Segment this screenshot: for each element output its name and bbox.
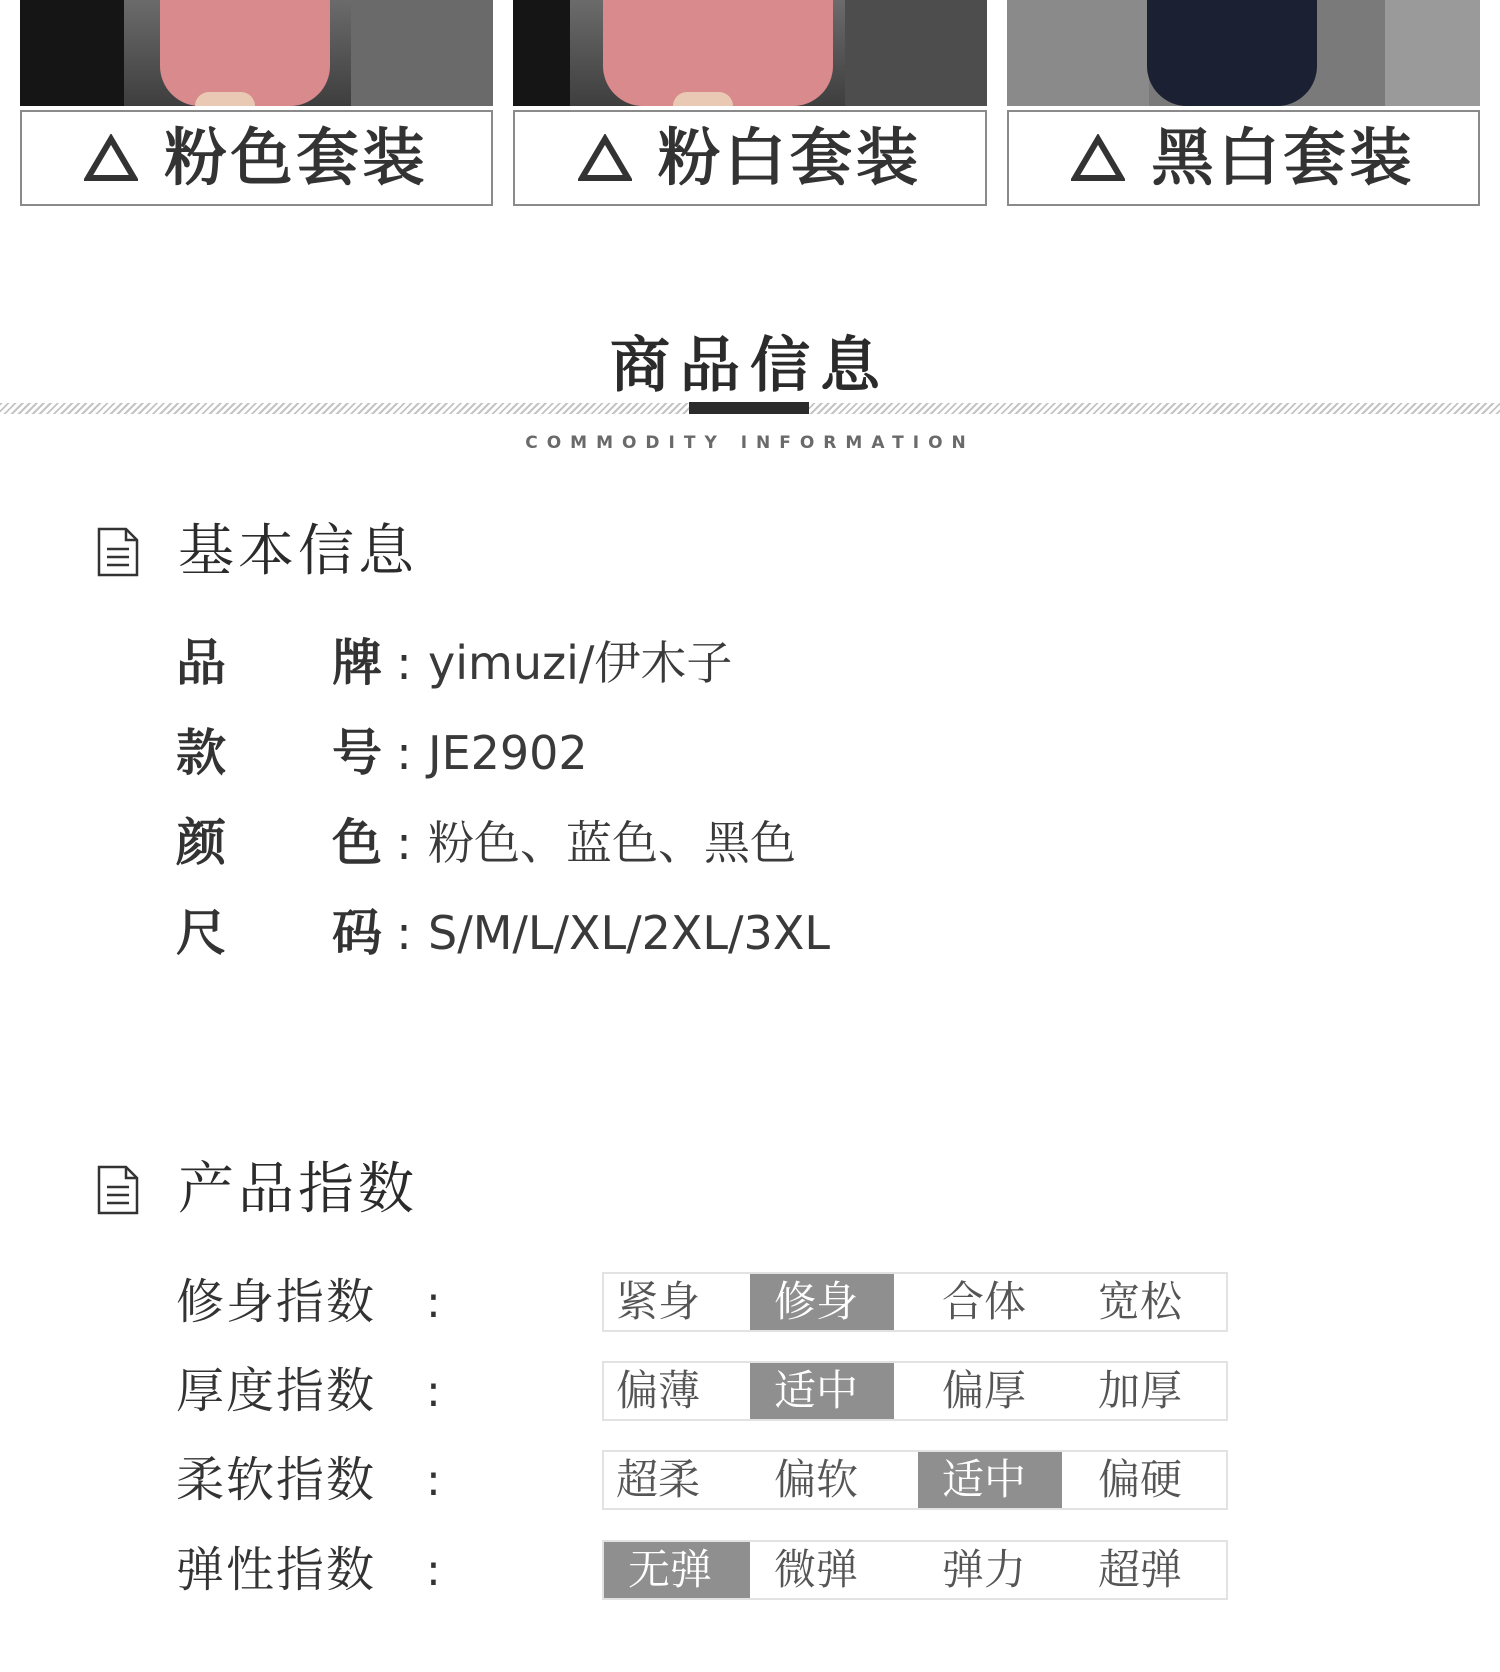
info-key-char: 款: [176, 724, 226, 782]
variant-label-text: 黑白套装: [1151, 121, 1416, 194]
info-row-colors: [176, 808, 796, 878]
index-option: 超柔: [616, 1455, 701, 1504]
index-label: 厚度指数: [176, 1363, 377, 1419]
info-value-brand: yimuzi/伊木子: [428, 636, 733, 690]
info-colon: :: [396, 816, 412, 870]
variant-label-text: 粉白套装: [657, 121, 922, 194]
title-underline-bar: [689, 402, 809, 414]
index-option: 适中: [774, 1366, 859, 1415]
index-option: 合体: [942, 1277, 1027, 1326]
info-value-sizes: S/M/L/XL/2XL/3XL: [428, 906, 830, 960]
index-option: 修身: [774, 1277, 859, 1326]
index-scale: [602, 1361, 1228, 1421]
info-key-char: 品: [176, 634, 226, 692]
index-colon: :: [426, 1544, 441, 1596]
index-colon: :: [426, 1276, 441, 1328]
index-scale: [602, 1450, 1228, 1510]
triangle-icon: [578, 134, 632, 182]
variant-label-black-white[interactable]: [1007, 110, 1480, 206]
info-key-char: 尺: [176, 904, 226, 962]
info-key-char: 色: [332, 814, 382, 872]
index-option: 紧身: [616, 1277, 701, 1326]
index-option: 无弹: [628, 1545, 713, 1594]
info-colon: :: [396, 726, 412, 780]
info-key-char: 码: [332, 904, 382, 962]
variant-photo-pink-white: [513, 0, 987, 106]
triangle-icon: [84, 134, 138, 182]
info-key-char: 牌: [332, 634, 382, 692]
info-value-style-number: JE2902: [428, 726, 588, 780]
section-subtitle: COMMODITY INFORMATION: [525, 433, 975, 453]
index-option: 偏软: [774, 1455, 859, 1504]
document-icon: [96, 1164, 140, 1216]
variant-photo-pink: [20, 0, 493, 106]
index-row-fit: [176, 1272, 1183, 1332]
index-colon: :: [426, 1365, 441, 1417]
info-value-colors: 粉色、蓝色、黑色: [428, 816, 796, 870]
info-colon: :: [396, 636, 412, 690]
variant-label-pink-white[interactable]: [513, 110, 987, 206]
index-option: 适中: [942, 1455, 1027, 1504]
index-option: 偏薄: [616, 1366, 701, 1415]
index-label: 弹性指数: [176, 1542, 377, 1598]
basic-info-heading: [96, 519, 418, 584]
variant-photo-strip: [0, 0, 1500, 210]
info-row-sizes: [176, 898, 830, 968]
info-colon: :: [396, 906, 412, 960]
index-scale: [602, 1272, 1228, 1332]
index-label: 柔软指数: [176, 1452, 377, 1508]
index-option: 超弹: [1098, 1545, 1183, 1594]
document-icon: [96, 526, 140, 578]
index-row-elasticity: [176, 1540, 1183, 1600]
index-option: 宽松: [1098, 1277, 1183, 1326]
index-row-softness: [176, 1450, 1183, 1510]
index-option: 微弹: [774, 1545, 859, 1594]
index-option: 加厚: [1098, 1366, 1183, 1415]
index-row-thickness: [176, 1361, 1183, 1421]
index-colon: :: [426, 1454, 441, 1506]
variant-photo-black-white: [1007, 0, 1480, 106]
variant-label-text: 粉色套装: [164, 121, 429, 194]
variant-label-pink[interactable]: [20, 110, 493, 206]
index-scale: [602, 1540, 1228, 1600]
info-key-char: 号: [332, 724, 382, 782]
section-title: 商品信息: [610, 331, 890, 401]
triangle-icon: [1071, 134, 1125, 182]
product-index-heading-text: 产品指数: [178, 1157, 418, 1222]
basic-info-heading-text: 基本信息: [178, 519, 418, 584]
info-key-char: 颜: [176, 814, 226, 872]
index-option: 偏硬: [1098, 1455, 1183, 1504]
product-index-heading: [96, 1157, 418, 1222]
index-option: 弹力: [942, 1545, 1027, 1594]
index-option: 偏厚: [942, 1366, 1027, 1415]
info-row-style-number: [176, 718, 588, 788]
index-label: 修身指数: [176, 1274, 377, 1330]
info-row-brand: [176, 628, 732, 698]
